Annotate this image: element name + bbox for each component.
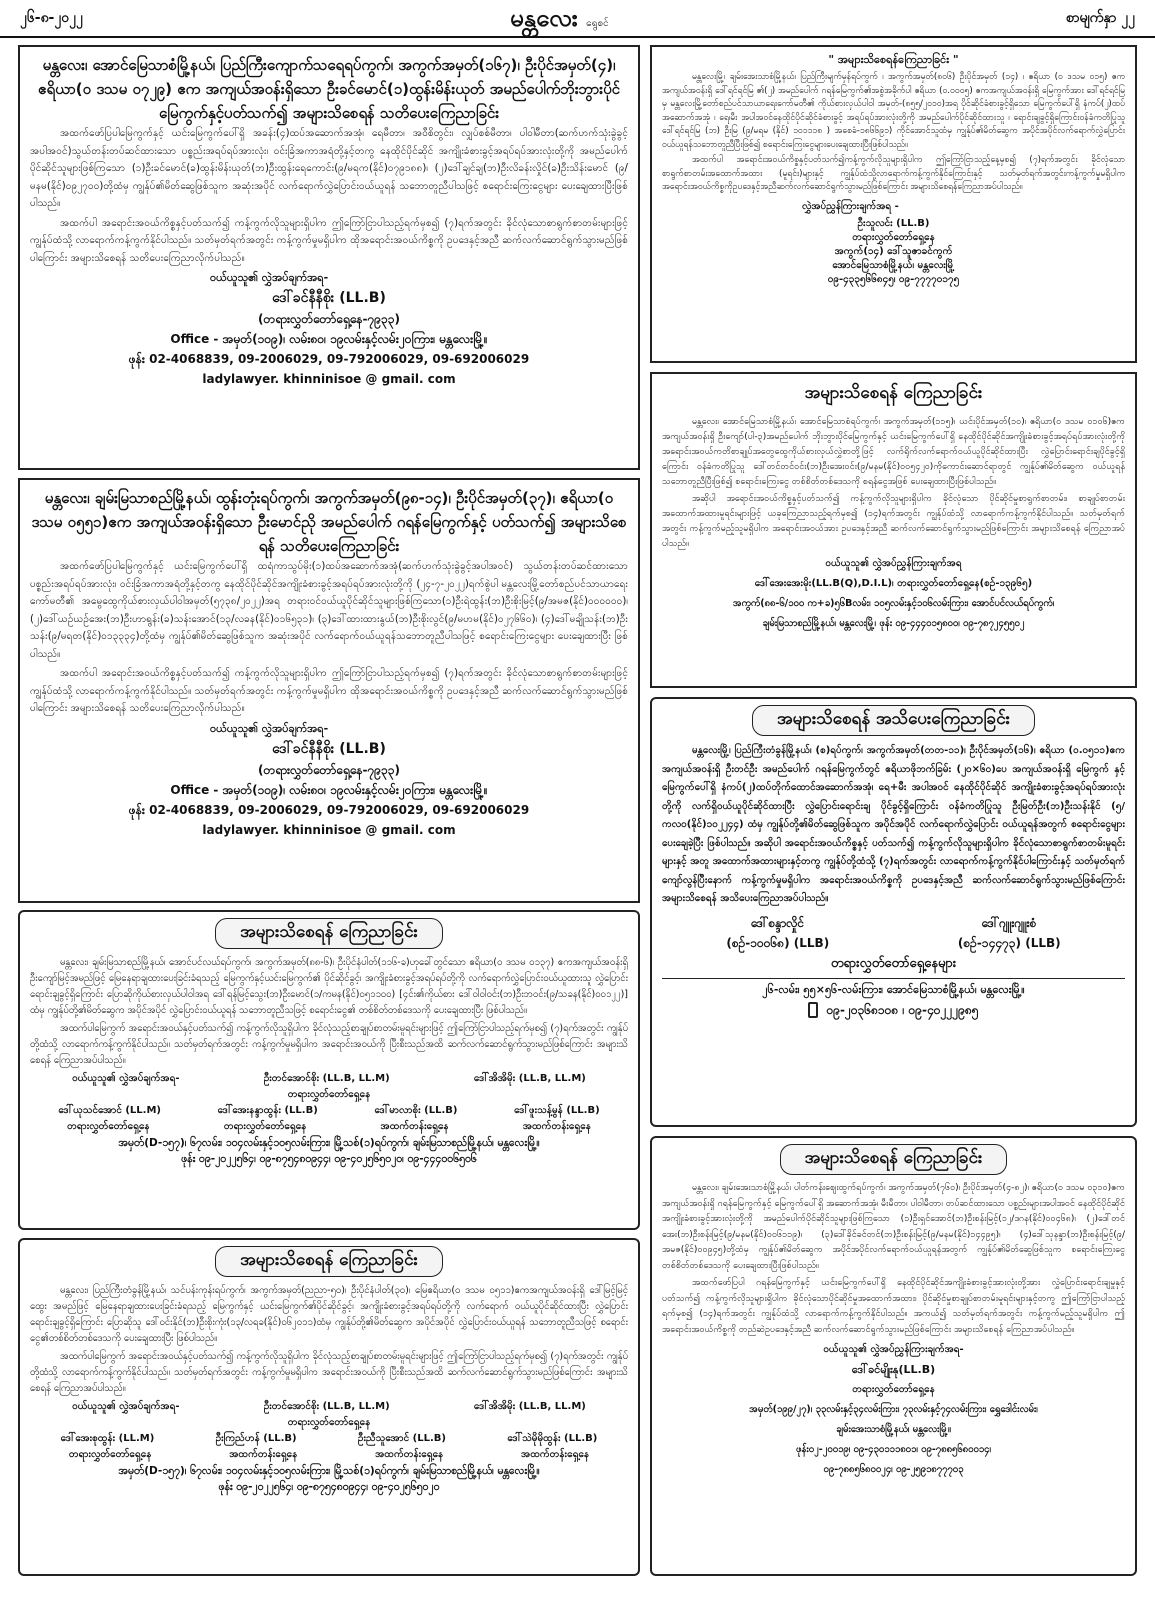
phone-numbers: ဖုန်း 02-4068839, 09-2006029, 09-792006029, 09-692006029 xyxy=(128,802,530,817)
office-city-phone: ချမ်းမြသာစည်မြို့နယ်၊ မန္တလေးမြို့၊ ဖုန်း ၀၉-၄၄၄၀၁၅၈၀၀၊ ၀၉-၇၈၇၂၄၅၅၀၂ xyxy=(762,618,1025,629)
phone-numbers: ဖုန်း ၀၉-၂၀၂၂၅၆၄၊ ၀၉-၈၇၅၄၈၀၉၄၄၊ ၀၉-၄၀၂၅၆၅၀၂၀၊ ၀၉-၄၄၄၀၀၆၅၀၆ xyxy=(181,1153,477,1165)
signatures-row-2 xyxy=(30,1431,628,1447)
logo-subtext: ရွေစင် xyxy=(586,18,609,29)
lawyer-license: (စဉ်-၁၄၄၇၃) (LLB) xyxy=(957,935,1061,950)
lawyer-license: (တရားလွှတ်တော်ရှေ့နေ-၇၉၃၃) xyxy=(258,312,400,326)
notice-b1 xyxy=(650,45,1137,363)
phone-icon xyxy=(808,1002,818,1018)
notice-paragraph: အထက်ပါမြေကွက် အရောင်းအဝယ်နှင့်ပတ်သက်၍ ကန့်ကွက်လိုသူရှိပါက ခိုင်လုံသည့်စာချုပ်စာတမ်းမူရင်းများဖြင့် ဤကြော်ငြာပါသည့်ရက်မှစ၍ (၇)ရက်အတွင်း ကျွန်ုပ်တို့ထံသို့ လာရောက်ကန့်ကွက်နိုင်ပါသည်။ သတ်မှတ်ရက်အတွင်း ကန့်ကွက်မှုမရှိပါက အရောင်းအဝယ်ကို ပြီးစီးသည်အထိ ဆက်လက်ဆောင်ရွက်သွားမည်ဖြစ်ကြောင်း အများသိစေရန် ကြေညာအပ်ပါသည်။ xyxy=(30,1351,628,1394)
lawyer-license: (စဉ်-၁၀၀၆၈) (LLB) xyxy=(726,935,830,950)
logo-text: မန္တလေး xyxy=(510,3,578,32)
notice-a4 xyxy=(18,1238,640,1576)
notice-a2 xyxy=(18,478,640,903)
notice-paragraph: အထက်ဖော်ပြပါမြေကွက်နှင့် ယင်းမြေကွက်ပေါ်ရှိ ထရံကာသွပ်မိုး(၁)ထပ်အဆောက်အအုံ(ဆက်ဟက်သုံးခွဲခွင့်အပါအဝင်) သွယ်တန်းတပ်ဆင်ထားသော ပစ္စည်းအရပ်ရပ်အားလုံး၊ ဝင်းခြံအကာအရံတို့နှင့်တကွ နေထိုင်ပိုင်ဆိုင်အကျိုးခံစားခွင့်အရပ်ရပ်အားလုံးတို့ကို (၂၄-၇-၂၀၂၂)ရက်စွဲပါ မန္တလေးမြို့တော်စည်ပင်သာယာရေးကော်မတီ၏ အမွေထွေကိုယ်စားလှယ်ပါဝါအမှတ်(၅၇၃၈/၂၀၂၂)အရ တရားဝင်ဝယ်ယူပိုင်ဆိုင်သူများဖြစ်ကြသော(၁)ဦးရဲထွန်း(ဘ)ဦးစိုးမြင့်(၉/အမဇ(နိုင်)၀၀၀၀၀၀)၊ (၂)ဒေါ်ယဉ်ယဉ်အေး(ဘ)ဦးဟာရွန်း(ခ)သန်းအောင်(၁၃/လခန(နိုင်)၀၁၆၅၃၁)၊ (၃)ဒေါ်ထားထားနွယ်(ဘ)ဦးစိုးလွင်(၉/မဟမ(နိုင်)၀၂၇၆၆၀)၊ (၄)ဒေါ်မချိုသန်း(ဘ)ဦးသန်း(၉/မရတ(နိုင်)၀၁၃၃၃၄)တို့ထံမှ ကျွန်ုပ်၏မိတ်ဆွေဖြစ်သူက အဆုံးအပိုင် လက်ရောက်ဝယ်ယူရန်သဘောတူညီပါသဖြင့် စရောင်းကြေးငွေများ ပေးချေထားပြီး ဖြစ်ပါသည်။ xyxy=(30,561,628,660)
lawyer-name: ဒေါ်သဲမိုမိုထွန်း (LL.B) xyxy=(507,1433,598,1444)
signatures-role-row xyxy=(30,1087,628,1103)
notice-paragraph: မန္တလေး၊ အောင်မြေသာစံမြို့နယ်၊ အောင်မြေသာစံရပ်ကွက်၊ အကွက်အမှတ်(၁၁၅)၊ ယင်းပိုင်အမှတ်(၁၀)၊ ဧရိယာ(၀ ဒသမ ၀၁၀၆)ဧကအကျယ်အဝန်းရှိ ဦးကျော်(ပါ-၃)အမည်ပေါက် ဘိုးဘွားပိုင်မြေကွက်နှင့် ယင်းမြေကွက်ပေါ်ရှိ နေထိုင်ပိုင်ဆိုင်အကျိုးခံစားခွင့်အရပ်ရပ်အားလုံးတို့ကို အရောင်းအဝယ်ကတိစာချုပ်အတွေထွေကိုယ်စားလှယ်လွှဲစာတို့ဖြင့် လက်ရိုက်လက်ရောက်ဝယ်ယူပိုင်ဆိုင်ထားပြီး လွှဲပြောင်းရောင်းချပိုင်ခွင့်ရှိကြောင်း ဝန်ခံကတိပြုသူ ဒေါ်တင်တင်ဝင်း(ဘ)ဦးအေးဝင်း(၉/မနမ(နိုင်)၀၀၅၄၂၀)ကိုကောင်းဆောင်ရာတွင် ကျွန်ုပ်၏မိတ်ဆွေက ဝယ်ယူရန် သဘောတူညီပြီးဖြစ်၍ စရောင်းကြေးငွေ တစ်စိတ်တစ်ဒေသကို စရန်ငွေအဖြစ် ပေးချေထားပြီးဖြစ်ပါသည်။ xyxy=(662,417,1125,487)
lawyer-name: ဦးတင်အောင်စိုး (LL.B, LL.M) xyxy=(263,1401,390,1412)
notice-b4 xyxy=(650,1136,1137,1576)
notice-title: မန္တလေး၊ ချမ်းမြသာစည်မြို့နယ်၊ ထွန်းတုံးရပ်ကွက်၊ အကွက်အမှတ်(၉၈-၁၄)၊ ဦးပိုင်အမှတ်(၃၇)၊ ဧရိယာ(၀ ဒသမ ၀၅၅၁)ဧက အကျယ်အဝန်းရှိသော ဦးမောင်ညို အမည်ပေါက် ဂရန်မြေကွက်နှင့် ပတ်သက်၍ အများသိစေရန် သတိပေးကြေညာခြင်း xyxy=(31,489,627,555)
lawyer-name: ဒေါ်ခင်နီနီစိုး (LL.B) xyxy=(272,740,386,757)
lawyer-license: (တရားလွှတ်တော်ရှေ့နေ-၇၉၃၃) xyxy=(258,762,400,777)
notice-paragraph: အထက်ပါ အရောင်းအဝယ်ကိစ္စနှင့်ပတ်သက်၍ ကန့်ကွက်လိုသူများရှိပါက ဤကြော်ငြာပါသည့်ရက်မှစ၍ (၇)ရက်အတွင်း ခိုင်လုံသောစာရွက်စာတမ်းများဖြင့် ကျွန်ုပ်ထံသို့ လာရောက်ကန့်ကွက်နိုင်ပါသည်။ သတ်မှတ်ရက်အတွင်း ကန့်ကွက်မှုမရှိပါက ထိုအရောင်းအဝယ်ကိစ္စကို ဥပဒေနှင့်အညီ ဆက်လက်ဆောင်ရွက်သွားမည်ဖြစ်ပါကြောင်း အများသိစေရန် သတိပေးကြေညာလိုက်ပါသည်။ xyxy=(30,217,628,264)
mandate-line: ဝယ်ယူသူ၏ လွှဲအပ်ချက်အရ- xyxy=(210,721,329,735)
notice-b2 xyxy=(650,372,1137,688)
email-address: ladylawyer. khinninisoe @ gmail. com xyxy=(202,372,456,386)
office-address: အမှတ်(D-၁၅၇)၊ ၆၇လမ်း၊ ၁၀၄လမ်းနှင့်၁၀၅လမ်းကြား၊ မြို့သစ်(၁)ရပ်ကွက်၊ ချမ်းမြသာစည်မြို့နယ်၊ မန္တလေးမြို့။ xyxy=(118,1137,540,1149)
lawyer-role: အထက်တန်းရှေ့နေ xyxy=(521,1449,590,1460)
office-address: အကွက်(၈၈-၆/၁၀၀ က+ခ)၅၆Bလမ်း၊ ၁၀၅လမ်းနှင့်၁၀၆လမ်းကြား၊ အောင်ပင်လယ်ရပ်ကွက်၊ xyxy=(732,598,1055,609)
phone-numbers: ဖုန်း ၀၉-၂၀၂၂၅၆၄၊ ၀၉-၈၇၅၄၈၀၉၄၄၊ ၀၉-၄၀၂၅၆၅၀၂၀ xyxy=(218,1481,440,1493)
notice-title: အများသိစေရန် အသိပေးကြေညာခြင်း xyxy=(752,705,1035,736)
office-address: ၂၆-လမ်း၊ ၅၅×၅၆-လမ်းကြား၊ အောင်မြေသာစံမြို့နယ်၊ မန္တလေးမြို့။ xyxy=(762,982,1025,996)
notice-paragraph: အထက်ပါမြေကွက် အရောင်းအဝယ်နှင့်ပတ်သက်၍ ကန့်ကွက်လိုသူရှိပါက ခိုင်လုံသည့်စာချုပ်စာတမ်းမူရင်းများဖြင့် ဤကြော်ငြာပါသည့်ရက်မှစ၍ (၇)ရက်အတွင်း ကျွန်ုပ်တို့ထံသို့ လာရောက်ကန့်ကွက်နိုင်ပါသည်။ သတ်မှတ်ရက်အတွင်း ကန့်ကွက်မှုမရှိပါက အရောင်းအဝယ်ကို ပြီးစီးသည်အထိ ဆက်လက်ဆောင်ရွက်သွားမည်ဖြစ်ကြောင်း အများသိစေရန် ကြေညာအပ်ပါသည်။ xyxy=(30,1023,628,1066)
lawyer-role: တရားလွှတ်တော်ရှေ့နေ xyxy=(852,231,935,243)
phone-numbers: ၀၉-၄၃၃၅၆၆၈၄၅၊ ၀၉-၇၇၇၇၀၁၇၅ xyxy=(827,273,960,285)
newspaper-logo xyxy=(510,2,609,38)
notice-paragraph: အထက်ဖော်ပြပါမြေကွက်နှင့် ယင်းမြေကွက်ပေါ်ရှိ အခန်း(၄)ထပ်အဆောက်အအုံ၊ ရေမီတာ၊ အဝီစိတွင်း၊ လျှပ်စစ်မီတာ၊ ပါဝါမီတာ(ဆက်ဟက်သုံးခွဲခွင့်အပါအဝင်)သွယ်တန်းတပ်ဆင်ထားသော ပစ္စည်းအရပ်ရပ်အားလုံး၊ ဝင်းခြံအကာအရံတို့နှင့်တကွ နေထိုင်ပိုင်ဆိုင် အကျိုးခံစားခွင့်အရပ်ရပ်အားလုံးတို့ကို အမည်ပေါက် ပိုင်ဆိုင်သူများဖြစ်ကြသော (၁)ဦးခင်မောင်(ခ)ထွန်းမိန်းယုတ်(ဘ)ဦးထွန်းရေကောင်း(၉/မရက(နိုင်)၀၇၉၁၈၈)၊ (၂)ဒေါ်ချင်ချ(ဘ)ဦးလိခန်းလှိုင်(ခ)ဦးသိန်းမောင် (၉/မနမ(နိုင်)၀၉၂၇၀၀)တို့ထံမှ ကျွန်ုပ်၏မိတ်ဆွေဖြစ်သူက အဆုံးအပိုင် လက်ရောက်လွှဲပြောင်းဝယ်ယူရန် သဘောတူညီပါသဖြင့် စရောင်းကြေးငွေများ ပေးချေထားပြီးဖြစ်ပါသည်။ xyxy=(30,128,628,209)
lawyer-role: တရားလွှတ်တော်ရှေ့နေများ xyxy=(830,955,957,971)
notice-title-banner xyxy=(662,705,1125,736)
roles-row-2 xyxy=(30,1119,628,1135)
notice-title: မန္တလေး၊ အောင်မြေသာစံမြို့နယ်၊ ပြည်ကြီးကျောက်သရေရပ်ကွက်၊ အကွက်အမှတ်(၁၆၇)၊ ဦးပိုင်အမှတ်(၄)၊ ဧရိယာ(၀ ဒသမ ၀၇၂၉) ဧက အကျယ်အဝန်းရှိသော ဦးခင်မောင်(၁)ထွန်းမိန်းယုတ် အမည်ပေါက်ဘိုးဘွားပိုင်မြေကွက်နှင့်ပတ်သက်၍ အများသိစေရန် သတိပေးကြေညာခြင်း xyxy=(38,56,620,122)
lawyer-name: ဒေါ်အိအိမိုး (LL.B, LL.M) xyxy=(473,1073,586,1084)
notice-paragraph: အထက်ဖော်ပြပါ ဂရန်မြေကွက်နှင့် ယင်းမြေကွက်ပေါ်ရှိ နေထိုင်ပိုင်ဆိုင်အကျိုးခံစားခွင့်အားလုံးတို့အား လွှဲပြောင်းရောင်းချမှုနှင့်ပတ်သက်၍ ကန့်ကွက်လိုသူများရှိပါက ခိုင်လုံသောပိုင်ဆိုင်မှုအထောက်အထား၊ ပိုင်ဆိုင်မှုစာချုပ်စာတမ်းမူရင်းများနှင့်တကွ ဤကြော်ငြာပါသည့်ရက်မှစ၍ (၁၄)ရက်အတွင်း ကျွန်ုပ်ထံသို့ လာရောက်ကန့်ကွက်နိုင်ပါသည်။ အကယ်၍ သတ်မှတ်ရက်အတွင်း ကန့်ကွက်မည့်သူမရှိပါက ဤအရောင်းအဝယ်ကိစ္စကို တည်ဆဲဥပဒေနှင့်အညီ ဆက်လက်ဆောင်ရွက်သွားမည်ဖြစ်ကြောင်း အများသိစေရန် ကြေညာအပ်ပါသည်။ xyxy=(662,1278,1125,1335)
lawyer-role: အထက်တန်းရှေ့နေ xyxy=(522,1121,591,1132)
phone-numbers: ဖုန်း၀၂-၂၀၀၁၉၊ ၀၉-၄၃၀၁၁၁၈၀၁၊ ၀၉-၇၈၈၅၆၈၀၀၁၄၊ xyxy=(795,1444,991,1455)
notice-paragraph: အထက်ပါ အရောင်းအဝယ်ကိစ္စနှင့်ပတ်သက်၍ ကန့်ကွက်လိုသူများရှိပါက ဤကြော်ငြာပါသည့်ရက်မှစ၍ (၇)ရက်အတွင်း ခိုင်လုံသောစာရွက်စာတမ်းများဖြင့် ကျွန်ုပ်ထံသို့ လာရောက်ကန့်ကွက်နိုင်ပါသည်။ သတ်မှတ်ရက်အတွင်း ကန့်ကွက်မှုမရှိပါက ထိုအရောင်းအဝယ်ကိစ္စကို ဥပဒေနှင့်အညီ ဆက်လက်ဆောင်ရွက်သွားမည်ဖြစ်ပါကြောင်း အများသိစေရန် သတိပေးကြေညာလိုက်ပါသည်။ xyxy=(30,668,628,714)
lawyer-role: တရားလွှတ်တော်ရှေ့နေ xyxy=(223,1121,307,1132)
notice-title: အများသိစေရန် ကြေညာခြင်း xyxy=(780,1144,1008,1175)
notice-paragraph: အဆိုပါ အရောင်းအဝယ်ကိစ္စနှင့်ပတ်သက်၍ ကန့်ကွက်လိုသူများရှိပါက ခိုင်လုံသော ပိုင်ဆိုင်မှုစာရွက်စာတမ်း၊ စာချုပ်စာတမ်း အထောက်အထားမူရင်းများဖြင့် ယခုကြေညာသည့်ရက်မှစ၍ (၁၄)ရက်အတွင်း ကျွန်ုပ်ထံသို့ လာရောက်ကန့်ကွက်နိုင်ပါသည်။ သတ်မှတ်ရက်အတွင်း ကန့်ကွက်မည့်သူမရှိပါက အရောင်းအဝယ်အား ဥပဒေနှင့်အညီ ဆက်လက်ဆောင်ရွက်သွားမည်ဖြစ်ကြောင်း အများသိစေရန် ကြေညာအပ်ပါသည်။ xyxy=(662,494,1125,549)
issue-date: ၂၆-၈-၂၀၂၂ xyxy=(20,10,83,26)
lawyer-name: ဦးတင်အောင်စိုး (LL.B, LL.M) xyxy=(263,1073,390,1084)
phone-numbers: ၀၉-၇၈၈၅၆၈၀၀၂၄၊ ၀၉-၂၅၉၁၈၇၇၇၀၃ xyxy=(823,1464,964,1475)
lawyer-name: ဒေါ်ခင်နီနီစိုး (LL.B) xyxy=(272,290,386,306)
lawyer-role: အထက်တန်းရှေ့နေ xyxy=(380,1121,449,1132)
notice-title: အများသိစေရန် ကြေညာခြင်း xyxy=(804,383,983,403)
lawyer-name: ဒေါ်အေးအေးမိုး(LL.B(Q),D.I.L)၊ တရားလွှတ်တော်ရှေ့နေ(စဉ်-၁၃၉၆၅) xyxy=(754,578,1033,589)
notice-title-banner xyxy=(662,1144,1125,1175)
office-address: အကွက်(၁၄) ဒေါ်သူဇာခင်ကွက် xyxy=(834,245,953,257)
lawyer-name: ဒေါ်အိအိမိုး (LL.B, LL.M) xyxy=(473,1401,586,1412)
lawyer-name: ဒေါ်မာလာစိုး (LL.B) xyxy=(374,1105,458,1116)
notice-b3 xyxy=(650,697,1137,1127)
signatures-row xyxy=(662,913,1125,933)
lawyer-name: ဒေါ်ယုသင်အောင် (LL.M) xyxy=(58,1105,161,1116)
notice-title-banner xyxy=(662,380,1125,409)
lawyer-role: အထက်တန်းရှေ့နေ xyxy=(375,1449,444,1460)
lawyer-name: ဦးကြည်ဟန် (LL.B) xyxy=(215,1433,297,1444)
lawyer-role: တရားလွှတ်တော်ရှေ့နေ xyxy=(287,1417,371,1428)
lawyer-name: ဒေါ်ဖူးသန့်မွန် (LL.B) xyxy=(514,1105,600,1116)
signatures-role-row xyxy=(30,1415,628,1431)
office-city: ချမ်းအေးသာစံမြို့နယ်၊ မန္တလေးမြို့။ xyxy=(836,1424,951,1435)
phone-numbers: ဖုန်း 02-4068839, 09-2006029, 09-792006029, 09-692006029 xyxy=(128,352,530,366)
signatures-row-1 xyxy=(30,1071,628,1087)
notice-paragraph: အထက်ပါ အရောင်းအဝယ်ကိစ္စနှင့်ပတ်သက်၍ကန့်ကွက်လိုသူများရှိပါက ဤကြော်ငြာသည့်နေ့မှစ၍ (၇)ရက်အတွင်း ခိုင်လုံသောစာရွက်စာတမ်းအထောက်အထား (မူရင်း)များနှင့် ကျွန်ုပ်ထံသို့လာရောက်ကန့်ကွက်နိုင်ကြောင်းနှင့် သတ်မှတ်ရက်အတွင်းကန့်ကွက်မှုမရှိပါက အရောင်းအဝယ်ကိစ္စကိုဥပဒေနှင့်အညီဆက်လက်ဆောင်ရွက်သွားမည်ဖြစ်ကြောင်း အများသိစေရန်ကြေညာအပ်ပါသည်။ xyxy=(662,155,1125,192)
roles-row-2 xyxy=(30,1447,628,1463)
lawyer-role: အထက်တန်းရှေ့နေ xyxy=(229,1449,298,1460)
lawyer-name: ဒေါ်ဂျူးဂျူးစံ xyxy=(981,915,1037,930)
office-address: အမှတ်(D-၁၅၇)၊ ၆၇လမ်း၊ ၁၀၄လမ်းနှင့်၁၀၅လမ်းကြား၊ မြို့သစ်(၁)ရပ်ကွက်၊ ချမ်းမြသာစည်မြို့နယ်၊ မန္တလေးမြို့။ xyxy=(118,1465,540,1477)
lawyer-role: တရားလွှတ်တော်ရှေ့နေ xyxy=(67,1121,150,1132)
page-header xyxy=(0,0,1155,38)
page-number: စာမျက်နှာ ၂၂ xyxy=(1065,10,1135,26)
lawyer-name: ဒေါ်အေးစုထွန်း (LL.M) xyxy=(60,1433,155,1444)
phone-row xyxy=(662,1002,1125,1019)
divider xyxy=(662,978,1125,979)
notice-title-banner xyxy=(30,1246,628,1277)
email-address: ladylawyer. khinninisoe @ gmail. com xyxy=(202,822,456,837)
office-address: Office - အမှတ်(၁၀၉)၊ လမ်း၈၀၊ ၁၉လမ်းနှင့်လမ်း၂၀ကြား၊ မန္တလေးမြို့။ xyxy=(170,782,488,797)
notice-a1 xyxy=(18,45,640,470)
mandate-line: ဝယ်ယူသူ၏ လွှဲအပ်ချက်အရ- xyxy=(72,1073,180,1084)
notice-paragraph: မန္တလေးမြို့၊ ချမ်းအေးသာစံမြို့နယ်၊ ပြည်ကြီးမျက်မှန်ရပ်ကွက် ၊ အကွက်အမှတ်(၈၀၆) ဦးပိုင်အမှတ် (၁၄) ၊ ဧရိယာ (၀ ဒသမ ၀၁၅) ဧက အကျယ်အဝန်းရှိ ဒေါ်ရင်ရင်မြ ၏(၂) အမည်ပေါက် ဂရန်မြေကွက်၏အစွဲအခိုက်ပါ ဧရိယာ (၀.၀၀၀၅) ဧကအကျယ်အဝန်းရှိ မြေကွက်အား ဒေါ်ရင်ရင်မြ မှ မန္တလေးမြို့တော်စည်ပင်သာယာရေးကော်မတီ၏ ကိုယ်စားလှယ်ပါဝါ အမှတ်-(၈၅၅/၂၀၁၀)အရ ပိုင်ဆိုင်ခံစားခွင့်ရှိသော မြေကွက်ပေါ်ရှိ နံကပ်(၂)ထပ် အဆောက်အအုံ ၊ ရေ၊မီး အပါအဝင်နေထိုင်ပိုင်ဆိုင်ခံစားခွင့် အရပ်ရပ်အားလုံးတို့ကို အမည်ပေါက်ပိုင်ဆိုင်ထားသူ ၊ ရောင်းချခွင့်ရှိကြောင်းဝန်ခံကတိပြုသူ ဒေါ်ရင်ရင်မြ (ဘ) ဦးမြ (၉/မရမ (နိုင်) ၁၀၁၁၁၈ ) အစေခံ-၁၈၆၆၉၁) ကိုင်အောင်သူထံမှ ကျွန်ုပ်၏မိတ်ဆွေက အပိုင်အပိုင်လက်ရောက်လွှဲပြောင်းဝယ်ယူရန်သဘောတူညီပြီးဖြစ်၍ စရောင်းကြေးငွေများပေးချေထားပြီးဖြစ်ပါသည်။ xyxy=(662,72,1125,150)
lawyer-name: ဒေါ်အေးနန္ဒာထွန်း (LL.B) xyxy=(217,1105,318,1116)
notice-paragraph: မန္တလေး၊ ပြည်ကြီးတံခွန်မြို့နယ်၊ သင်ပန်းကုန်းရပ်ကွက်၊ အကွက်အမှတ်(ညညာ-၅၀)၊ ဦးပိုင်နံပါတ်(၃၀)၊ မြေဧရိယာ(၀ ဒသမ ၀၅၁၁)ဧကအကျယ်အဝန်းရှိ ဒေါ်မြင့်မြင့်ထွေး အမည်ဖြင့် မြေနေရာချထားပေးခြင်းခံရသည့် မြေကွက်နှင့် ယင်းမြေကွက်၏ပိုင်ဆိုင်ခွင့်၊ အကျိုးခံစားခွင့်အရပ်ရပ်တို့ကို လက်ရောက် ဝယ်ယူပိုင်ဆိုင်ထားပြီး လွှဲပြောင်းရောင်းချခွင့်ရှိကြောင်း ပြောဆိုသူ ဒေါ်ဝင်းနိုင်(ဘ)ဦးစိုးကုံး(၁၃/လရခ(နိုင်)၀၆၂၀၁၁)ထံမှ ကျွန်ုပ်တို့၏မိတ်ဆွေက အပိုင်အပိုင် လွှဲပြောင်းဝယ်ယူရန် သဘောတူညီသဖြင့် စရောင်းငွေ၏တစ်စိတ်တစ်ဒေသကို ပေးချေထားပြီး ဖြစ်ပါသည်။ xyxy=(30,1285,628,1344)
lawyer-role: တရားလွှတ်တော်ရှေ့နေ xyxy=(287,1089,371,1100)
license-row xyxy=(662,933,1125,953)
mandate-line: လွှဲအပ်ညွှန်ကြားချက်အရ - xyxy=(802,200,899,212)
notice-title: " အများသိစေရန်ကြေညာခြင်း " xyxy=(828,53,959,66)
lawyer-name: ဦးသူလင်း (LL.B) xyxy=(857,217,930,229)
mandate-line: ဝယ်ယူသူ၏ လွှဲအပ်ချက်အရ- xyxy=(210,271,329,284)
notice-a3 xyxy=(18,910,640,1230)
office-city: အောင်မြေသာစံမြို့နယ်၊ မန္တလေးမြို့ xyxy=(832,259,955,271)
phone-numbers: ၀၉-၂၀၃၆၈၁၀၈ ၊ ၀၉-၄၀၂၂၂၉၈၅ xyxy=(826,1002,979,1017)
notice-paragraph: မန္တလေး၊ ချမ်းမြသာစည်မြို့နယ်၊ အောင်ပင်လယ်ရပ်ကွက်၊ အကွက်အမှတ်(၈၈-၆)၊ ဦးပိုင်နံပါတ်(၁၁၆-ခ)ဟုခေါ်တွင်သော ဧရိယာ(၀ ဒသမ ၀၁၃၇) ဧကအကျယ်အဝန်းရှိ ဦးကျော်မြင့်အမည်ဖြင့် မြေနေရာချထားပေးခြင်းခံရသည့် မြေကွက်နှင့်ယင်းမြေကွက်၏ ပိုင်ဆိုင်ခွင့်၊ အကျိုးခံစားခွင့်အရပ်ရပ်တို့ကို လက်ရောက်လွှဲပြောင်းဝယ်ယူထားသူ လွှဲပြောင်းရောင်းချခွင့်ရှိကြောင်း ပြောဆိုကိုယ်စားလှယ်ပါဝါအရ ဒေါ်ရန်မြင့်သွေး(ဘ)ဦးမောင်(၁/ကမန(နိုင်)၀၅၁၁၀၀) [၄င်း၏ကိုယ်စား ဒေါ်ဝါဝါဝင်း(ဘ)ဦးဘဝင်း(၉/သခန(နိုင်)၀၀၁၂၂)] ထံမှ ကျွန်ုပ်တို့၏မိတ်ဆွေက အပိုင်အပိုင် လွှဲပြောင်းဝယ်ယူရန် သဘောတူညီသဖြင့် စရောင်းငွေ၏ တစ်စိတ်တစ်ဒေသကို ပေးချေထားပြီး ဖြစ်ပါသည်။ xyxy=(30,957,628,1016)
office-address: အမှတ်(၁၉၉/၂၇)၊ ၃၃လမ်းနှင့်၃၄လမ်းကြား၊ ၇၃လမ်းနှင့်၇၄လမ်းကြား၊ ရွှေဒေါင်းလမ်း၊ xyxy=(749,1404,1038,1415)
notice-title: အများသိစေရန် ကြေညာခြင်း xyxy=(215,1246,443,1277)
lawyer-role: တရားလွှတ်တော်ရှေ့နေ xyxy=(68,1449,152,1460)
mandate-line: ဝယ်ယူသူ၏ လွှဲအပ်ညွှန်ကြားချက်အရ- xyxy=(823,1344,964,1355)
lawyer-name: ဦးညီသူအောင် (LL.B) xyxy=(357,1433,446,1444)
office-address: Office - အမှတ်(၁၀၉)၊ လမ်း၈၀၊ ၁၉လမ်းနှင့်လမ်း၂၀ကြား၊ မန္တလေးမြို့။ xyxy=(170,332,488,346)
notice-title: အများသိစေရန် ကြေညာခြင်း xyxy=(215,918,443,949)
notice-paragraph: မန္တလေး၊ ချမ်းအေးသာစံမြို့နယ်၊ ပါတ်ကန်းဈေးထွက်ရပ်ကွက်၊ အကွက်အမှတ်(၇၆၀)၊ ဦးပိုင်အမှတ်(၄-၈၂)၊ ဧရိယာ(၀ ဒသမ ၀၃၁၀)ဧကအကျယ်အဝန်းရှိ ဂရန်မြေကွက်နှင့် မြေကွက်ပေါ်ရှိ အဆောက်အအုံ၊ မီးမီတာ၊ ပါဝါမီတာ၊ တပ်ဆင်ထားသော ပစ္စည်းများအပါအဝင် နေထိုင်ပိုင်ဆိုင်အကျိုးခံစားခွင့်အားလုံးတို့ကို အမည်ပေါက်ပိုင်ဆိုင်သူများဖြစ်ကြသော (၁)ဦးရှင်အောင်(ဘ)ဦးစန်းမြင့်(၁၂/ဒဂန(နိုင်)၀၀၄၆၈)၊ (၂)ဒေါ်တင်အေး(ဘ)ဦးစန်းမြင့်(၉/မနမ(နိုင်)၀၀၆၁၁၉)၊ (၃)ဒေါ်ခိုင်ခင်တင်(ဘ)ဦးစန်းမြင့်(၉/မနမ(နိုင်)၁၄၄၉၅)၊ (၄)ဒေါ်သုနန္ဒာ(ဘ)ဦးစန်းမြင့်(၉/အမဇ(နိုင်)၀၀၉၄၅)တို့ထံမှ ကျွန်ုပ်၏မိတ်ဆွေက အပိုင်အပိုင်လက်ရောက်ဝယ်ယူရန်အတွက် ကျွန်ုပ်၏မိတ်ဆွေဖြစ်သူက စရောင်းကြေးငွေ တစ်စိတ်တစ်ဒေသကို ပေးချေထားပြီးဖြစ်ပါသည်။ xyxy=(662,1183,1125,1271)
signatures-row-1 xyxy=(30,1399,628,1415)
lawyer-role: တရားလွှတ်တော်ရှေ့နေ xyxy=(852,1384,935,1395)
lawyer-name: ဒေါ်ခင်မျိုးနု(LL.B) xyxy=(851,1363,936,1376)
lawyer-name: ဒေါ်စန္ဒာလှိုင် xyxy=(750,915,805,930)
signatures-row-2 xyxy=(30,1103,628,1119)
mandate-line: ဝယ်ယူသူ၏ လွှဲအပ်ညွှန်ကြားချက်အရ xyxy=(825,558,962,569)
notice-paragraph: မန္တလေးမြို့၊ ပြည်ကြီးတံခွန်မြို့နယ်၊ (စ)ရပ်ကွက်၊ အကွက်အမှတ်(တတ-၁၁)၊ ဦးပိုင်အမှတ်(၁၆)၊ ဧရိယာ (၀.၀၅၁၁)ဧက အကျယ်အဝန်းရှိ ဦးတင်ဦး အမည်ပေါက် ဂရန်မြေကွက်တွင် ဧရိယာဖိုဘက်ခြမ်း (၂၀×၆၀)ပေ အကျယ်အဝန်းရှိ မြေကွက် နှင့် မြေကွက်ပေါ်ရှိ နံကပ်(၂)ထပ်တိုက်ထောင်အဆောက်အအုံ၊ ရေ+မီး အပါအဝင် နေထိုင်ပိုင်ဆိုင် အကျိုးခံစားခွင့်အရပ်ရပ်အားလုံးတို့ကို လက်ရှိဝယ်ယူပိုင်ဆိုင်ထားပြီး လွှဲပြောင်းရောင်းချ ပိုင်ခွင့်ရှိကြောင်း ဝန်ခံကတိပြုသူ ဦးမြတ်ဦး(ဘ)ဦးသန်းနိုင် (၅/ကလဝ(နိုင်)၁၀၂၂၄၄) ထံမှ ကျွန်ုပ်တို့၏မိတ်ဆွေဖြစ်သူက အပိုင်အပိုင် လက်ရောက်လွှဲပြောင်း ဝယ်ယူရန်အတွက် စရောင်းငွေများပေးချေခဲ့ပြီး ဖြစ်ပါသည်။ အဆိုပါ အရောင်းအဝယ်ကိစ္စနှင့် ပတ်သက်၍ ကန့်ကွက်လိုသူများရှိပါက ခိုင်လုံသောစာရွက်စာတမ်းမူရင်းများနှင့် အတူ အထောက်အထားများနှင့်တကွ ကျွန်ုပ်တို့ထံသို့ (၇)ရက်အတွင်း လာရောက်ကန့်ကွက်နိုင်ပါကြောင်းနှင့် သတ်မှတ်ရက် ကျော်လွန်ပြီးနောက် ကန့်ကွက်မှုမရှိပါက အရောင်းအဝယ်ကိစ္စကို ဥပဒေနှင့်အညီ ဆက်လက်ဆောင်ရွက်သွားမည်ဖြစ်ကြောင်း အများသိစေရန် အသိပေးကြေညာအပ်ပါသည်။ xyxy=(662,745,1125,904)
mandate-line: ဝယ်ယူသူ၏ လွှဲအပ်ချက်အရ- xyxy=(72,1401,180,1412)
notice-title-banner xyxy=(30,918,628,949)
